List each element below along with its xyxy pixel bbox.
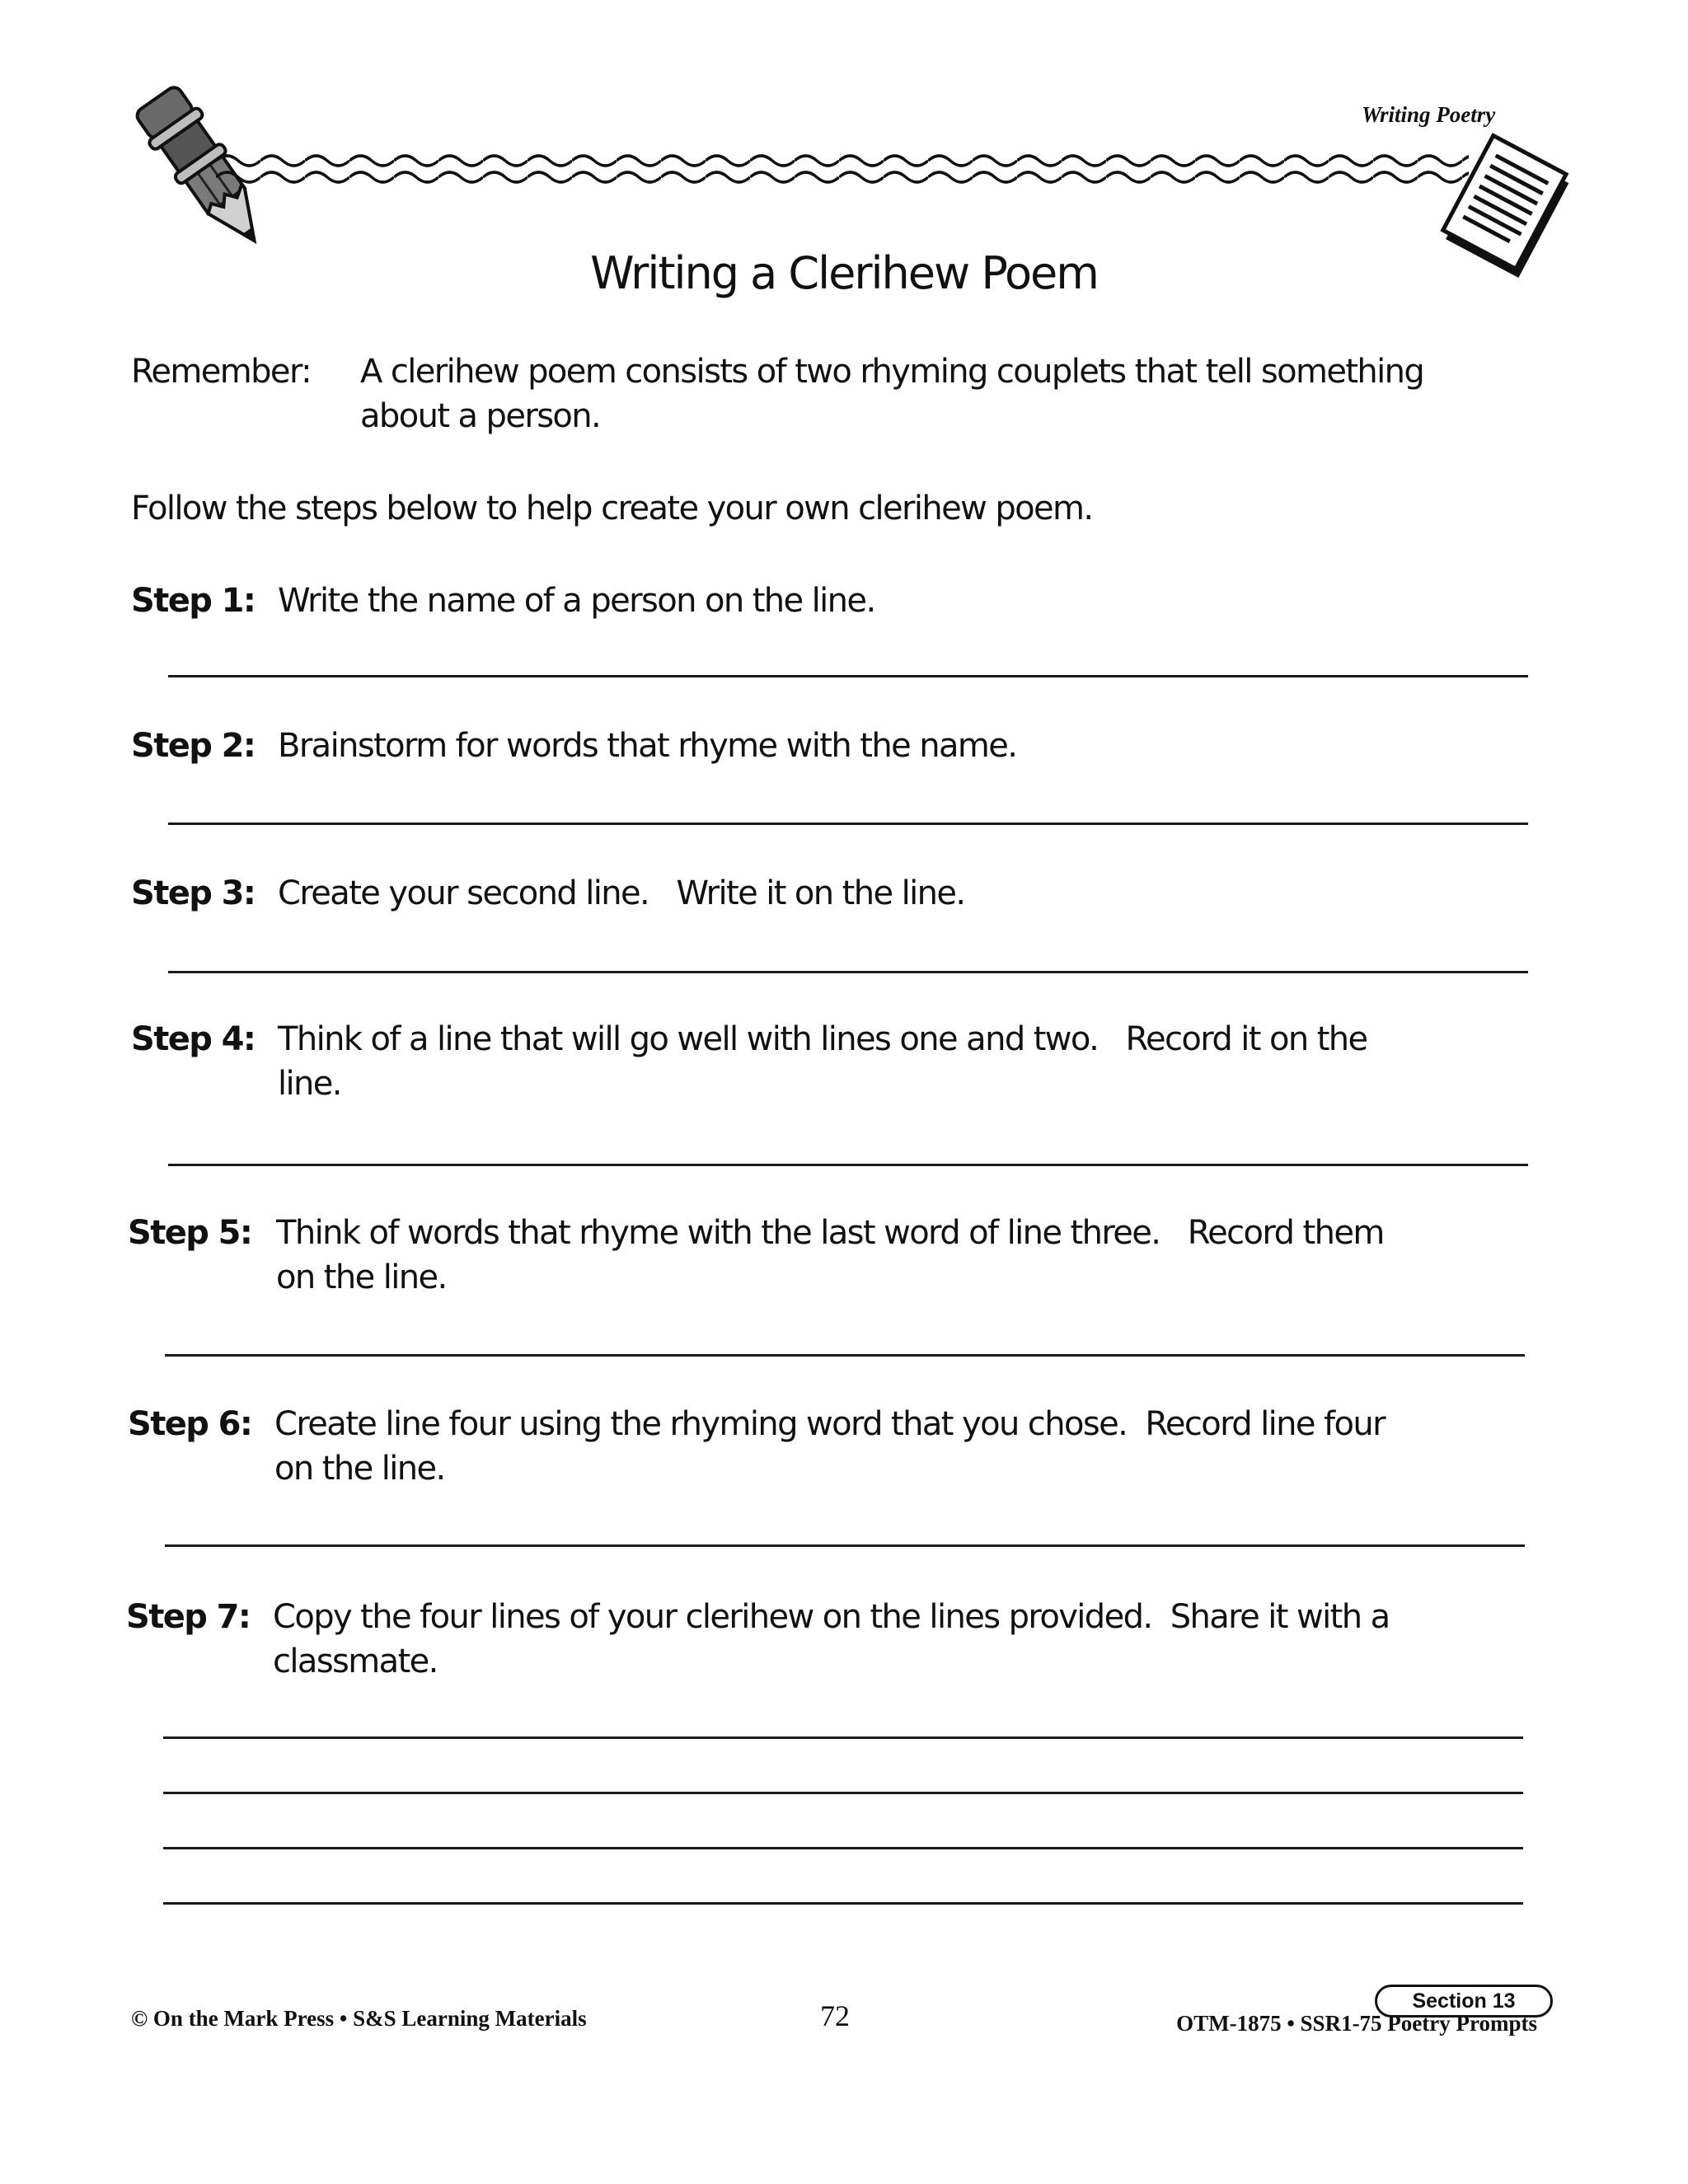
step-text-continued: line. [278, 1065, 341, 1103]
remember-text-line1: A clerihew poem consists of two rhyming couplets that tell something [360, 353, 1424, 391]
product-code: OTM-1875 • SSR1-75 Poetry Prompts [1176, 2011, 1537, 2036]
step-text: Brainstorm for words that rhyme with the name. [278, 727, 1017, 765]
poem-line-2[interactable] [163, 1792, 1523, 1794]
poem-line-1[interactable] [163, 1736, 1523, 1739]
step-label: Step 2: [131, 727, 256, 765]
instructions: Follow the steps below to help create your own clerihew poem. [131, 490, 1093, 527]
step-text-continued: on the line. [274, 1450, 445, 1488]
answer-line-step-2[interactable] [168, 823, 1528, 825]
section-label: Writing Poetry [1362, 102, 1496, 127]
step-label: Step 7: [126, 1598, 251, 1636]
step-text: Create line four using the rhyming word that you chose. Record line four [274, 1405, 1385, 1443]
step-text-continued: on the line. [276, 1258, 447, 1296]
step-text: Copy the four lines of your clerihew on the lines provided. Share it with a [273, 1598, 1390, 1636]
page-number: 72 [820, 1999, 850, 2032]
step-text: Think of words that rhyme with the last word of line three. Record them [276, 1214, 1384, 1252]
step-label: Step 6: [128, 1405, 252, 1443]
copyright: © On the Mark Press • S&S Learning Materials [131, 2006, 587, 2031]
step-text: Write the name of a person on the line. [278, 582, 875, 620]
step-text: Create your second line. Write it on the line. [278, 874, 965, 912]
answer-line-step-1[interactable] [168, 675, 1528, 677]
step-label: Step 5: [128, 1214, 252, 1252]
poem-line-4[interactable] [163, 1902, 1523, 1905]
remember-text-line2: about a person. [360, 397, 601, 435]
step-label: Step 4: [131, 1020, 256, 1058]
poem-line-3[interactable] [163, 1847, 1523, 1849]
remember-label: Remember: [131, 353, 311, 391]
answer-line-step-3[interactable] [168, 971, 1528, 973]
answer-line-step-5[interactable] [165, 1354, 1525, 1357]
answer-line-step-6[interactable] [165, 1544, 1525, 1547]
wavy-divider [216, 152, 1469, 190]
step-text: Think of a line that will go well with lines one and two. Record it on the [278, 1020, 1367, 1058]
step-label: Step 1: [131, 582, 256, 620]
section-badge: Section 13 [1375, 1985, 1553, 2018]
page-title: Writing a Clerihew Poem [590, 247, 1098, 299]
step-label: Step 3: [131, 874, 256, 912]
answer-line-step-4[interactable] [168, 1164, 1528, 1166]
step-text-continued: classmate. [273, 1643, 438, 1680]
